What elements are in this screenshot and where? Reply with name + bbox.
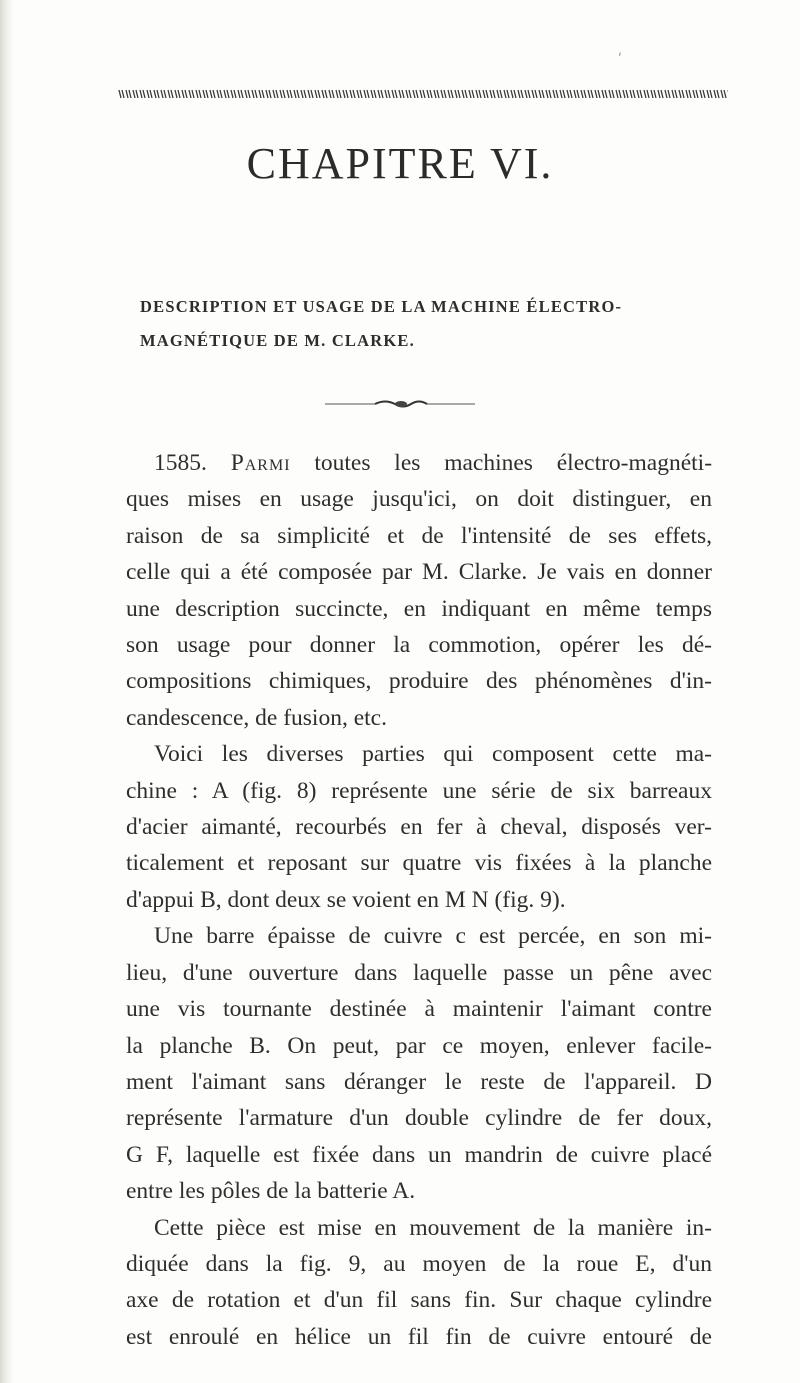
section-heading-line-1: DESCRIPTION ET USAGE DE LA MACHINE ÉLECTRO- — [140, 297, 623, 316]
paragraph-lead-word: Parmi — [230, 450, 291, 476]
paragraph-line-text: toutes les machines électro-magnéti- — [314, 450, 713, 476]
body-text — [126, 445, 712, 1355]
paragraph-number: 1585. — [154, 450, 207, 476]
paragraph-line: représente l'armature d'un double cylindre de fer doux, — [126, 1105, 712, 1132]
paragraph-line: lieu, d'une ouverture dans laquelle passe un pêne avec — [126, 959, 712, 986]
paragraph-line: son usage pour donner la commotion, opérer les dé- — [126, 632, 712, 659]
paragraph-line: axe de rotation et d'un fil sans fin. Sur chaque cylindre — [126, 1287, 712, 1314]
paragraph-line: d'appui B, dont deux se voient en M N (fig. 9). — [126, 886, 566, 913]
paragraph-line: G F, laquelle est fixée dans un mandrin de cuivre placé — [126, 1141, 712, 1168]
paragraph-line: ques mises en usage jusqu'ici, on doit distinguer, en — [126, 486, 712, 513]
paragraph-line: la planche B. On peut, par ce moyen, enlever facile- — [126, 1032, 712, 1059]
paragraph-line: ticalement et reposant sur quatre vis fixées à la planche — [126, 850, 712, 877]
stray-mark: ʹ — [618, 52, 622, 68]
decorative-flourish — [325, 397, 475, 411]
paragraph-line — [126, 445, 712, 481]
paragraph-line: ment l'aimant sans déranger le reste de l'appareil. D — [126, 1068, 712, 1095]
paragraph-copper-bar — [126, 918, 712, 1209]
paragraph-line: Cette pièce est mise en mouvement de la manière in- — [154, 1214, 712, 1241]
paragraph-line: candescence, de fusion, etc. — [126, 704, 387, 731]
paragraph-line: diquée dans la fig. 9, au moyen de la roue E, d'un — [126, 1250, 712, 1277]
paragraph-line: d'acier aimanté, recourbés en fer à cheval, disposés ver- — [126, 814, 712, 841]
paragraph-line: entre les pôles de la batterie A. — [126, 1178, 416, 1205]
paragraph-rotation — [126, 1210, 712, 1356]
paragraph-line: une description succincte, en indiquant en même temps — [126, 595, 712, 622]
paragraph-line: Une barre épaisse de cuivre c est percée, en son mi- — [154, 923, 712, 950]
paragraph-line: raison de sa simplicité et de l'intensité de ses effets, — [126, 522, 712, 549]
paragraph-line: Voici les diverses parties qui composent cette ma- — [154, 741, 712, 768]
paragraph-line: celle qui a été composée par M. Clarke. Je vais en donner — [126, 559, 712, 586]
section-heading-line-2: MAGNÉTIQUE DE M. CLARKE. — [140, 331, 415, 350]
paragraph-machine-parts — [126, 736, 712, 918]
section-heading — [140, 290, 700, 358]
ornamental-rule — [118, 86, 728, 102]
page-binding-edge — [0, 0, 14, 1383]
paragraph-line: compositions chimiques, produire des phénomènes d'in- — [126, 668, 712, 695]
paragraph-line: chine : A (fig. 8) représente une série de six barreaux — [126, 777, 712, 804]
chapter-title: CHAPITRE VI. — [246, 139, 554, 188]
paragraph-line: est enroulé en hélice un fil fin de cuivre entouré de — [126, 1323, 712, 1350]
paragraph-line: une vis tournante destinée à maintenir l'aimant contre — [126, 996, 712, 1023]
paragraph-1585 — [126, 445, 712, 736]
